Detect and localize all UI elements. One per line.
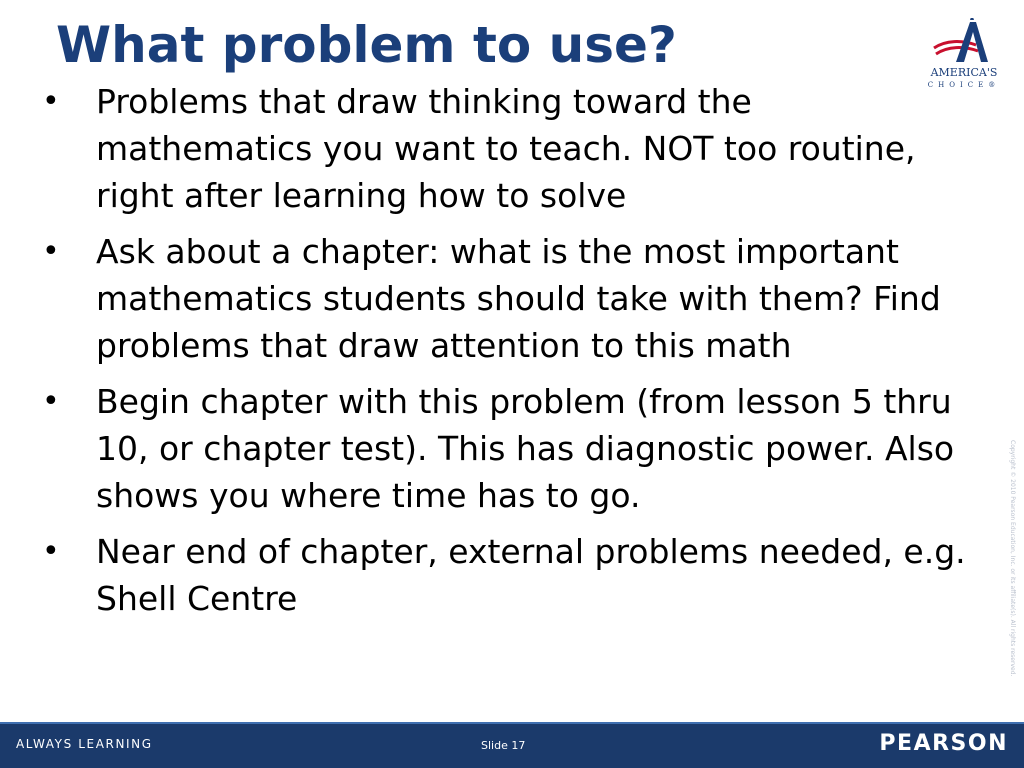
copyright-notice [1006,440,1018,720]
bullet-item [40,528,970,622]
slide-number: Slide 17 [481,739,526,752]
bullet-text: Problems that draw thinking toward the mathematics you want to teach. NOT too routine, right after learning how to solve [96,82,916,215]
bullet-icon: • [42,534,60,569]
americas-choice-logo-icon [932,18,996,64]
pearson-logo: PEARSON [879,731,1008,756]
logo-subtitle: CHOICE® [927,81,1001,89]
bullet-list [40,78,970,631]
bullet-item [40,378,970,519]
bullet-item [40,228,970,369]
bullet-text: Near end of chapter, external problems needed, e.g. Shell Centre [96,532,966,618]
slide-title: What problem to use? [56,16,677,74]
bullet-icon: • [42,84,60,119]
bullet-text: Ask about a chapter: what is the most important mathematics students should take with them? Find problems that draw attention to this math [96,232,941,365]
footer-bar [0,722,1024,768]
bullet-icon: • [42,384,60,419]
logo-name: AMERICA'S [930,66,998,79]
copyright-text: Copyright © 2010 Pearson Education, Inc. or its affiliate(s). All rights reserved. [1009,440,1016,677]
footer-tagline: ALWAYS LEARNING [16,737,153,751]
bullet-icon: • [42,234,60,269]
footer-accent-line [0,722,1024,724]
bullet-item [40,78,970,219]
bullet-text: Begin chapter with this problem (from lesson 5 thru 10, or chapter test). This has diagnostic power. Also shows you where time has to go. [96,382,955,515]
